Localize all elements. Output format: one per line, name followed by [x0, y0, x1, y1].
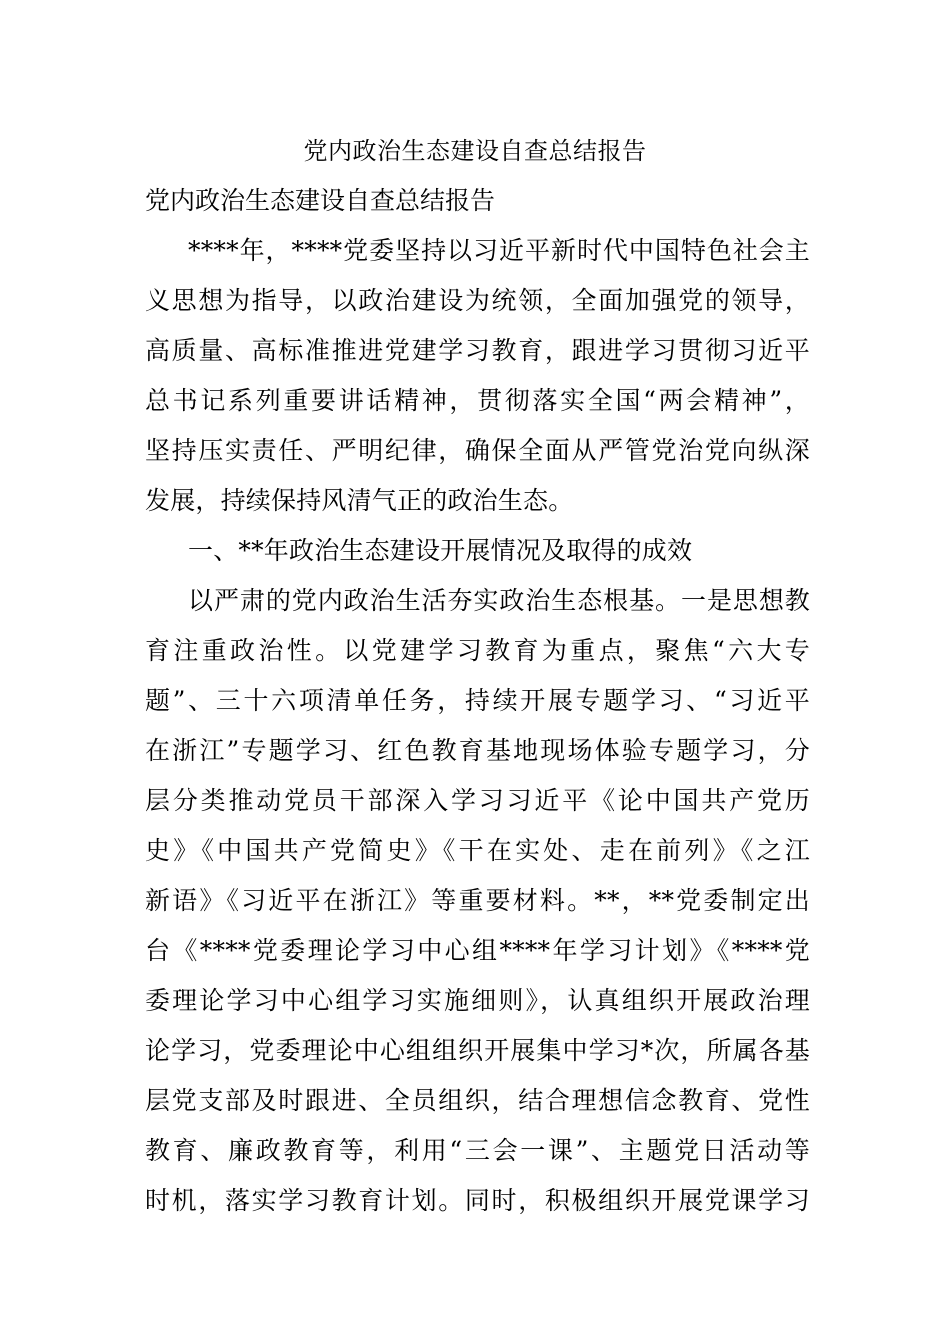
paragraph-2-line: 新语》《习近平在浙江》等重要材料。**，**党委制定出: [145, 886, 810, 915]
paragraph-2-line: 史》《中国共产党简史》《干在实处、走在前列》《之江: [145, 836, 810, 865]
paragraph-2-line: 层党支部及时跟进、全员组织，结合理想信念教育、党性: [145, 1086, 810, 1115]
document-title: 党内政治生态建设自查总结报告: [303, 137, 647, 165]
paragraph-2-line: 育注重政治性。以党建学习教育为重点，聚焦“六大专: [145, 636, 810, 665]
document-subtitle: 党内政治生态建设自查总结报告: [145, 186, 496, 215]
paragraph-1-line: ****年，****党委坚持以习近平新时代中国特色社会主: [188, 236, 810, 265]
paragraph-1-line: 发展，持续保持风清气正的政治生态。: [145, 486, 574, 515]
paragraph-2-line: 论学习，党委理论中心组组织开展集中学习*次，所属各基: [145, 1036, 810, 1065]
paragraph-2-line: 委理论学习中心组学习实施细则》，认真组织开展政治理: [145, 986, 810, 1015]
section-1-heading: 一、**年政治生态建设开展情况及取得的成效: [188, 536, 693, 565]
paragraph-1-line: 义思想为指导，以政治建设为统领，全面加强党的领导，: [145, 286, 810, 315]
paragraph-2-line: 教育、廉政教育等，利用“三会一课”、主题党日活动等: [145, 1136, 810, 1165]
paragraph-2-line: 台《****党委理论学习中心组****年学习计划》《****党: [145, 936, 810, 965]
paragraph-1-line: 总书记系列重要讲话精神，贯彻落实全国“两会精神”，: [145, 386, 810, 415]
paragraph-2-line: 以严肃的党内政治生活夯实政治生态根基。一是思想教: [188, 586, 810, 615]
paragraph-1-line: 高质量、高标准推进党建学习教育，跟进学习贯彻习近平: [145, 336, 810, 365]
paragraph-2-line: 层分类推动党员干部深入学习习近平《论中国共产党历: [145, 786, 810, 815]
paragraph-2-line: 在浙江”专题学习、红色教育基地现场体验专题学习，分: [145, 736, 810, 765]
paragraph-1-line: 坚持压实责任、严明纪律，确保全面从严管党治党向纵深: [145, 436, 810, 465]
paragraph-2-line: 题”、三十六项清单任务，持续开展专题学习、“习近平: [145, 686, 810, 715]
paragraph-2-line: 时机，落实学习教育计划。同时，积极组织开展党课学习: [145, 1186, 810, 1215]
